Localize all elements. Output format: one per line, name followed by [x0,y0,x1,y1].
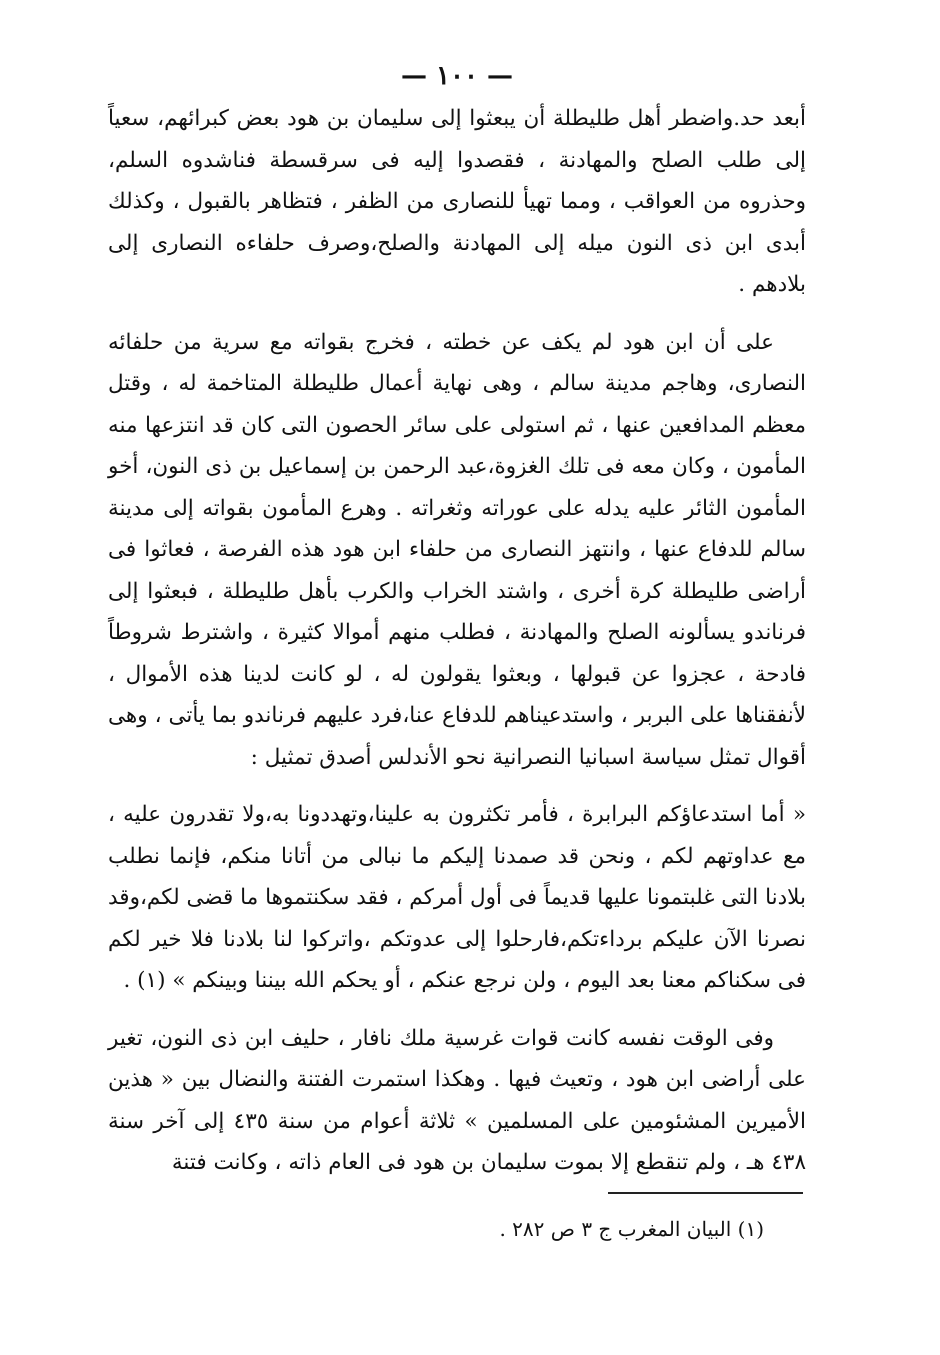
footnote-divider [608,1192,803,1194]
paragraph-4: وفى الوقت نفسه كانت قوات غرسية ملك نافار ، حليف ابن ذى النون، تغير على أراضى ابن هود ، وتعيث فيها . وهكذا استمرت الفتنة والنضال بين « هذين الأميرين المشئومين على المسلمين » ثلاثة أعوام من سنة ٤٣٥ إلى آخر سنة ٤٣٨ هـ ، ولم تنقطع إلا بموت سليمان بن هود فى العام ذاته ، وكانت فتنة [108,1025,806,1175]
footnote: (١) البيان المغرب ج ٣ ص ٢٨٢ . [499,1217,764,1241]
paragraph-quote: « أما استدعاؤكم البرابرة ، فأمر تكثرون به علينا،وتهددونا به،ولا تقدرون عليه ، مع عداوتهم لكم ، ونحن قد صمدنا إليكم ما نبالى من أتانا منكم، فإنما نطلب بلادنا التى غلبتمونا عليها قديماً فى أول أمركم ، فقد سكنتموها ما قضى لكم،وقد نصرنا الآن عليكم برداءتكم،فارحلوا إلى عدوتكم ،واتركوا لنا بلادنا فلا خير لكم فى سكناكم معنا بعد اليوم ، ولن نرجع عنكم ، أو يحكم الله بيننا وبينكم » (١) . [108,802,806,993]
paragraph-1: أبعد حد.واضطر أهل طليطلة أن يبعثوا إلى سليمان بن هود بعض كبرائهم، سعياً إلى طلب الصلح والمهادنة ، فقصدوا إليه فى سرقسطة فناشدوه السلم، وحذروه من العواقب ، ومما تهيأ للنصارى من الظفر ، فتظاهر بالقبول ، وكذلك أبدى ابن ذى النون ميله إلى المهادنة والصلح،وصرف حلفاءه النصارى إلى بلادهم . [108,106,806,297]
body-text [108,98,806,1184]
paragraph-2: على أن ابن هود لم يكف عن خطته ، فخرج بقواته مع سرية من حلفائه النصارى، وهاجم مدينة سالم ، وهى نهاية أعمال طليطلة المتاخمة له ، وقتل معظم المدافعين عنها ، ثم استولى على سائر الحصون التى كان قد انتزعها منه المأمون ، وكان معه فى تلك الغزوة،عبد الرحمن بن إسماعيل بن ذى النون، أخو المأمون الثائر عليه يدله على عوراته وثغراته . وهرع المأمون بقواته إلى مدينة سالم للدفاع عنها ، وانتهز النصارى من حلفاء ابن هود هذه الفرصة ، فعاثوا فى أراضى طليطلة كرة أخرى ، واشتد الخراب والكرب بأهل طليطلة ، فبعثوا إلى فرناندو يسألونه الصلح والمهادنة ، فطلب منهم أموالا كثيرة ، واشترط شروطاً فادحة ، عجزوا عن قبولها ، وبعثوا يقولون له ، لو كانت لدينا هذه الأموال ، لأنفقناها على البربر ، واستدعيناهم للدفاع عنا،فرد عليهم فرناندو بما يأتى ، وهى أقوال تمثل سياسة اسبانيا النصرانية نحو الأندلس أصدق تمثيل : [108,329,806,770]
page-number: — ١٠٠ — [400,61,514,91]
